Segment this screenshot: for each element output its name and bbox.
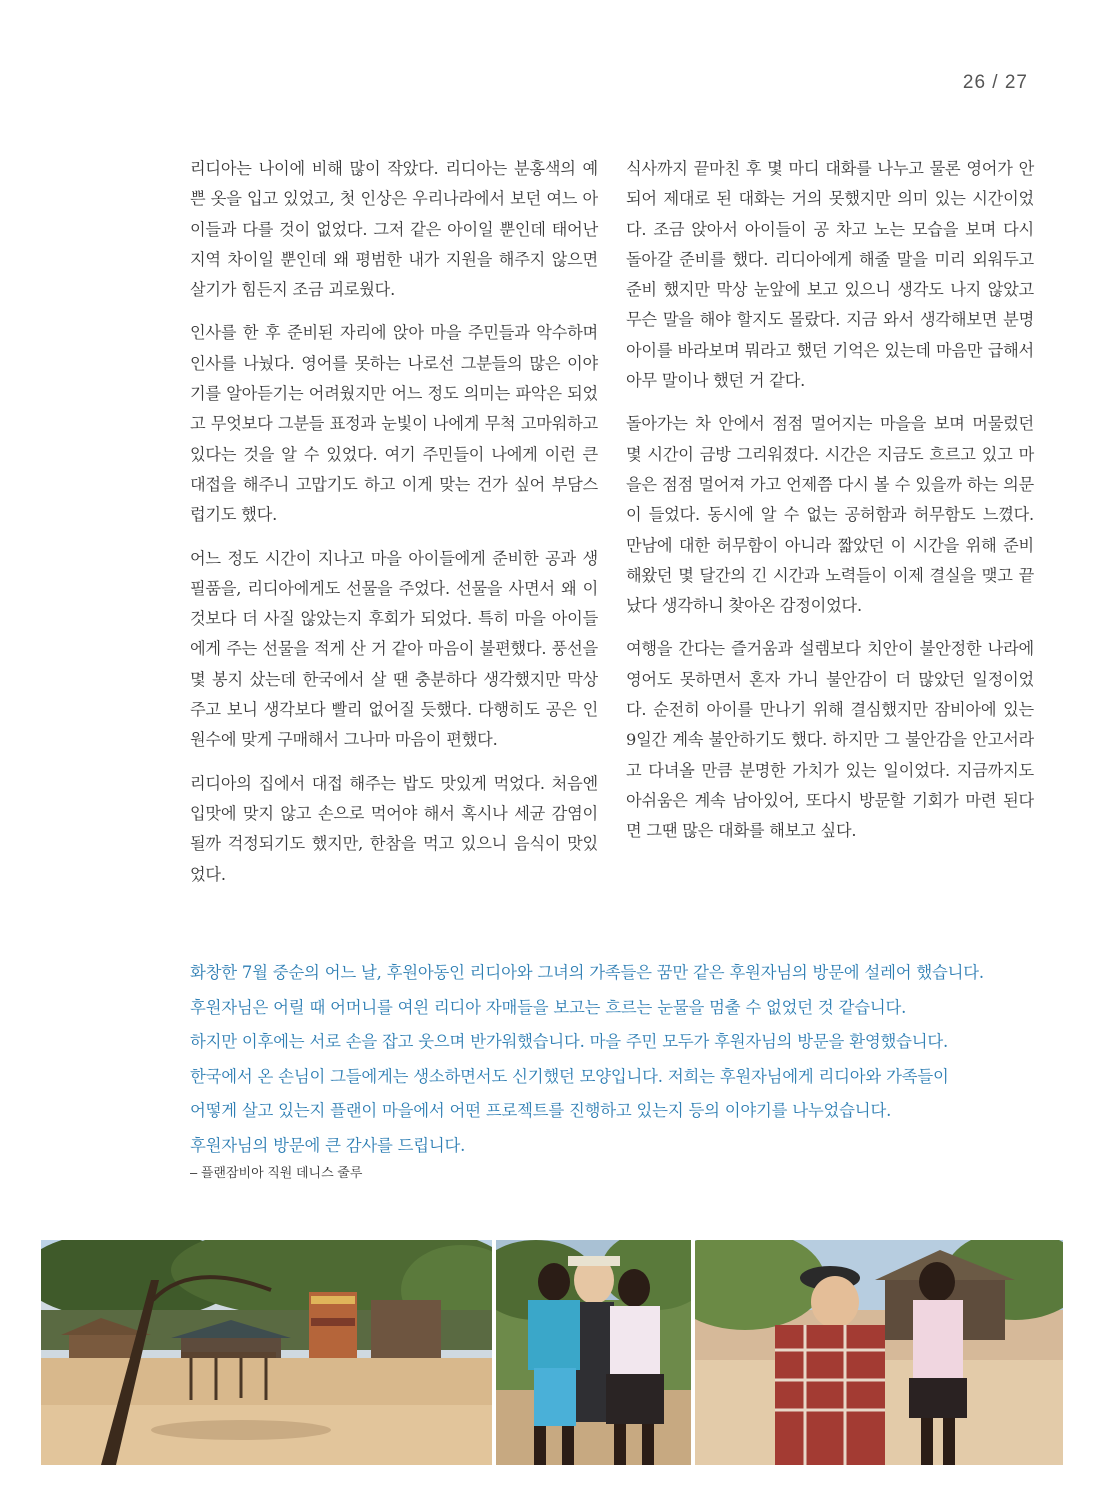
paragraph: 식사까지 끝마친 후 몇 마디 대화를 나누고 물론 영어가 안되어 제대로 된 대화는 거의 못했지만 의미 있는 시간이었다. 조금 앉아서 아이들이 공 차고 노는 모습을 보며 다시 돌아갈 준비를 했다. 리디아에게 해줄 말을 미리 외워두고 준비 했지만 막상 눈앞에 보고 있으니 생각도 나지 않았고 무슨 말을 해야 할지도 몰랐다. 지금 와서 생각해보면 분명 아이를 바라보며 뭐라고 했던 기억은 있는데 마음만 급해서 아무 말이나 했던 거 같다. (626, 159, 1034, 391)
quote-line: 후원자님의 방문에 큰 감사를 드립니다. (190, 1135, 466, 1155)
page-number: 26 / 27 (962, 72, 1028, 93)
staff-quote (190, 956, 1050, 1163)
visitor-child-photo (695, 1240, 1063, 1465)
right-text-column (626, 154, 1034, 860)
quote-line: 후원자님은 어릴 때 어머니를 여읜 리디아 자매들을 보고는 흐르는 눈물을 멈출 수 없었던 것 같습니다. (190, 997, 907, 1017)
village-photo (41, 1240, 492, 1465)
quote-line: 화창한 7월 중순의 어느 날, 후원아동인 리디아와 그녀의 가족들은 꿈만 같은 후원자님의 방문에 설레어 했습니다. (190, 963, 984, 982)
paragraph: 인사를 한 후 준비된 자리에 앉아 마을 주민들과 악수하며 인사를 나눴다. 영어를 못하는 나로선 그분들의 많은 이야기를 알아듣기는 어려웠지만 어느 정도 의미는 파악은 되었고 무엇보다 그분들 표정과 눈빛이 나에게 무척 고마워하고 있다는 것을 알 수 있었다. 여기 주민들이 나에게 이런 큰 대접을 해주니 고맙기도 하고 이게 맞는 건가 싶어 부담스럽기도 했다. (190, 323, 598, 525)
quote-line: 하지만 이후에는 서로 손을 잡고 웃으며 반가워했습니다. 마을 주민 모두가 후원자님의 방문을 환영했습니다. (190, 1032, 949, 1051)
paragraph: 어느 정도 시간이 지나고 마을 아이들에게 준비한 공과 생필품을, 리디아에게도 선물을 주었다. 선물을 사면서 왜 이것보다 더 사질 않았는지 후회가 되었다. 특히 마을 아이들에게 주는 선물을 적게 산 거 같아 마음이 불편했다. 풍선을 몇 봉지 샀는데 한국에서 살 땐 충분하다 생각했지만 막상 주고 보니 생각보다 빨리 없어질 듯했다. 다행히도 공은 인원수에 맞게 구매해서 그나마 마음이 편했다. (190, 548, 598, 750)
quote-line: 한국에서 온 손님이 그들에게는 생소하면서도 신기했던 모양입니다. 저희는 후원자님에게 리디아와 가족들이 (190, 1066, 949, 1086)
quote-attribution: – 플랜잠비아 직원 데니스 줄루 (190, 1165, 363, 1180)
paragraph: 리디아는 나이에 비해 많이 작았다. 리디아는 분홍색의 예쁜 옷을 입고 있었고, 첫 인상은 우리나라에서 보던 여느 아이들과 다를 것이 없었다. 그저 같은 아이일 뿐인데 태어난 지역 차이일 뿐인데 왜 평범한 내가 지원을 해주지 않으면 살기가 힘든지 조금 괴로웠다. (190, 159, 598, 300)
quote-line: 어떻게 살고 있는지 플랜이 마을에서 어떤 프로젝트를 진행하고 있는지 등의 이야기를 나누었습니다. (190, 1101, 892, 1120)
paragraph: 여행을 간다는 즐거움과 설렘보다 치안이 불안정한 나라에 영어도 못하면서 혼자 가니 불안감이 더 많았던 일정이었다. 순전히 아이를 만나기 위해 결심했지만 잠비아에 있는 9일간 계속 불안하기도 했다. 하지만 그 불안감을 안고서라고 다녀올 만큼 분명한 가치가 있는 일이었다. 지금까지도 아쉬움은 계속 남아있어, 또다시 방문할 기회가 마련 된다면 그땐 많은 대화를 해보고 싶다. (626, 639, 1034, 841)
paragraph: 돌아가는 차 안에서 점점 멀어지는 마을을 보며 머물렀던 몇 시간이 금방 그리워졌다. 시간은 지금도 흐르고 있고 마을은 점점 멀어져 가고 언제쯤 다시 볼 수 있을까 하는 의문이 들었다. 동시에 알 수 없는 공허함과 허무함도 느꼈다. 만남에 대한 허무함이 아니라 짧았던 이 시간을 위해 준비해왔던 몇 달간의 긴 시간과 노력들이 이제 결실을 맺고 끝났다 생각하니 찾아온 감정이었다. (626, 414, 1034, 616)
paragraph: 리디아의 집에서 대접 해주는 밥도 맛있게 먹었다. 처음엔 입맛에 맞지 않고 손으로 먹어야 해서 혹시나 세균 감염이 될까 걱정되기도 했지만, 한참을 먹고 있으니 음식이 맛있었다. (190, 773, 598, 884)
left-text-column (190, 154, 598, 903)
children-photo (496, 1240, 691, 1465)
